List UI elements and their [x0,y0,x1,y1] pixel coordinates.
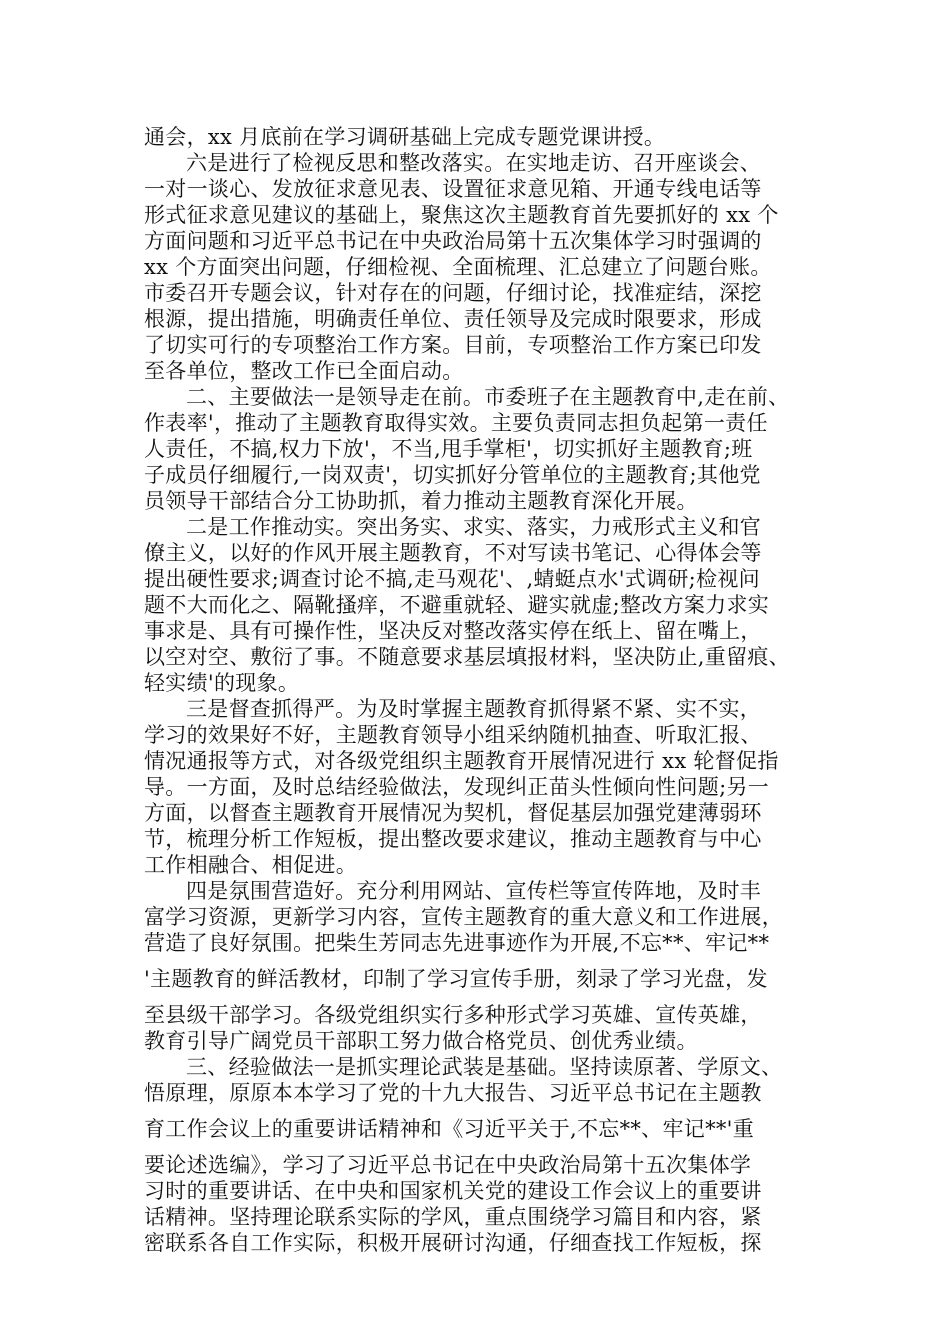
text-line: 子成员仔细履行,一岗双责'，切实抓好分管单位的主题教育;其他党 [144,463,761,487]
text-line: 导。一方面，及时总结经验做法，发现纠正苗头性倾向性问题;另一 [144,775,770,799]
paragraph-first-line: 二是工作推动实。突出务实、求实、落实，力戒形式主义和官 [186,515,762,539]
text-line: xx 个方面突出问题，仔细检视、全面梳理、汇总建立了问题台账。 [144,255,772,279]
text-line: 习时的重要讲话、在中央和国家机关党的建设工作会议上的重要讲 [144,1179,762,1203]
paragraph-first-line: 六是进行了检视反思和整改落实。在实地走访、召开座谈会、 [186,151,762,175]
text-line: 要论述选编》，学习了习近平总书记在中央政治局第十五次集体学 [144,1153,752,1177]
text-line: 营造了良好氛围。把柴生芳同志先进事迹作为开展,不忘**、牢记** [144,931,770,955]
paragraph-first-line: 四是氛围营造好。充分利用网站、宣传栏等宣传阵地，及时丰 [186,879,762,903]
paragraph-first-line: 三、经验做法一是抓实理论武装是基础。坚持读原著、学原文、 [186,1055,783,1079]
paragraph-first-line: 二、主要做法一是领导走在前。市委班子在主题教育中,走在前、 [186,385,790,409]
text-line: 育工作会议上的重要讲话精神和《习近平关于,不忘**、牢记**'重 [144,1117,755,1141]
text-line: 至各单位，整改工作已全面启动。 [144,359,464,383]
paragraph-first-line: 三是督查抓得严。为及时掌握主题教育抓得紧不紧、实不实， [186,697,762,721]
text-line: 以空对空、敷衍了事。不随意要求基层填报材料，坚决防止,重留痕、 [144,645,790,669]
text-line: 市委召开专题会议，针对存在的问题，仔细讨论，找准症结，深挖 [144,281,762,305]
text-line: 事求是、具有可操作性，坚决反对整改落实停在纸上、留在嘴上， [144,619,762,643]
text-line: 方面问题和习近平总书记在中央政治局第十五次集体学习时强调的 [144,229,762,253]
text-line: 僚主义，以好的作风开展主题教育，不对写读书笔记、心得体会等 [144,541,762,565]
text-line: 学习的效果好不好，主题教育领导小组采纳随机抽查、听取汇报、 [144,723,762,747]
text-line: 员领导干部结合分工协助抓，着力推动主题教育深化开展。 [144,489,698,513]
text-line: 人责任，不搞,权力下放'，不当,甩手掌柜'，切实抓好主题教育;班 [144,437,753,461]
text-line: 轻实绩'的现象。 [144,671,300,695]
text-line: 题不大而化之、隔靴搔痒，不避重就轻、避实就虚;整改方案力求实 [144,593,770,617]
text-line: 话精神。坚持理论联系实际的学风，重点围绕学习篇目和内容，紧 [144,1205,762,1229]
text-line: 作表率'，推动了主题教育取得实效。主要负责同志担负起第一责任 [144,411,768,435]
text-line: 一对一谈心、发放征求意见表、设置征求意见箱、开通专线电话等 [144,177,762,201]
text-line: 方面，以督查主题教育开展情况为契机，督促基层加强党建薄弱环 [144,801,762,825]
text-line: 形式征求意见建议的基础上，聚焦这次主题教育首先要抓好的 xx 个 [144,203,779,227]
text-line: 提出硬性要求;调查讨论不搞,走马观花'、,蜻蜓点水'式调研;检视问 [144,567,760,591]
text-line: '主题教育的鲜活教材，印制了学习宣传手册，刻录了学习光盘，发 [144,967,768,991]
text-line: 工作相融合、相促进。 [144,853,357,877]
text-line: 悟原理，原原本本学习了党的十九大报告、习近平总书记在主题教 [144,1081,762,1105]
text-line: 根源，提出措施，明确责任单位、责任领导及完成时限要求，形成 [144,307,762,331]
text-line: 富学习资源，更新学习内容，宣传主题教育的重大意义和工作进展， [144,905,783,929]
text-line: 密联系各自工作实际，积极开展研讨沟通，仔细查找工作短板，探 [144,1231,762,1255]
text-line: 至县级干部学习。各级党组织实行多种形式学习英雄、宣传英雄， [144,1003,762,1027]
text-line: 节，梳理分析工作短板，提出整改要求建议，推动主题教育与中心 [144,827,762,851]
text-line: 通会，xx 月底前在学习调研基础上完成专题党课讲授。 [144,125,666,149]
text-line: 教育引导广阔党员干部职工努力做合格党员、创优秀业绩。 [144,1029,698,1053]
text-line: 了切实可行的专项整治工作方案。目前，专项整治工作方案已印发 [144,333,762,357]
text-line: 情况通报等方式，对各级党组织主题教育开展情况进行 xx 轮督促指 [144,749,779,773]
